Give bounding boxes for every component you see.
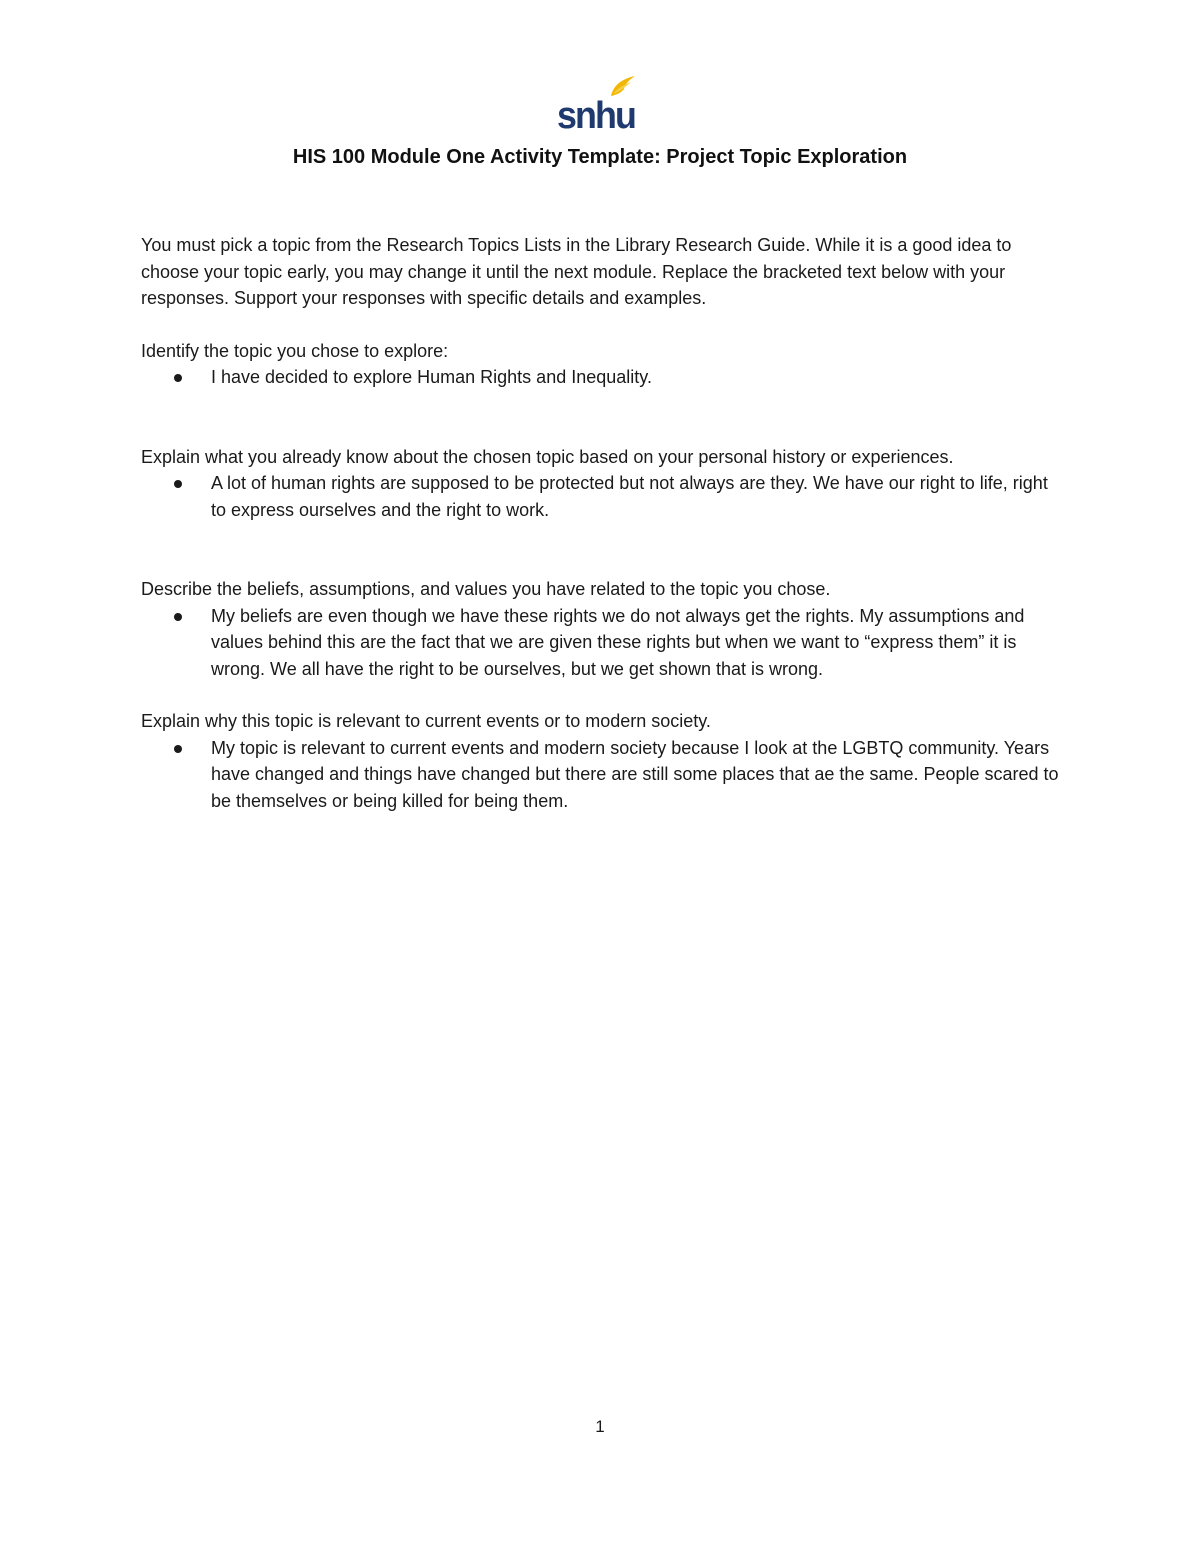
section-prompt: Explain why this topic is relevant to current events or to modern society. (141, 711, 711, 731)
section-prompt: Identify the topic you chose to explore: (141, 340, 449, 361)
response-text: A lot of human rights are supposed to be protected but not always are they. We have our right to life, right to express ourselves and the right to work. (211, 473, 1048, 520)
response-list (141, 735, 1061, 815)
response-list (141, 470, 1061, 523)
logo-wordmark: snhu (557, 95, 635, 134)
bullet-icon (174, 613, 182, 621)
response-list (141, 603, 1061, 683)
page-number: 1 (595, 1417, 605, 1436)
section-knowledge (141, 444, 1061, 524)
response-item (211, 603, 1061, 683)
snhu-logo (555, 70, 639, 134)
response-item (211, 735, 1061, 815)
response-item (211, 364, 1061, 391)
bullet-icon (174, 374, 182, 382)
response-item (211, 470, 1061, 523)
section-relevance (141, 708, 1061, 814)
document-body (141, 232, 1061, 814)
response-text: My topic is relevant to current events and modern society because I look at the LGBTQ community. Years have changed and things have changed but there are still some places that ae the same. People scared to be themselves or being killed for being them. (211, 737, 1059, 811)
response-text: I have decided to explore Human Rights and Inequality. (211, 367, 652, 387)
response-text: My beliefs are even though we have these rights we do not always get the rights. My assumptions and values behind this are the fact that we are given these rights but when we want to “express them” it is wrong. We all have the right to be ourselves, but we get shown that is wrong. (211, 605, 1025, 679)
section-beliefs (141, 576, 1061, 682)
section-prompt: Describe the beliefs, assumptions, and values you have related to the topic you chose. (141, 579, 831, 599)
intro-paragraph: You must pick a topic from the Research Topics Lists in the Library Research Guide. While it is a good idea to choose your topic early, you may change it until the next module. Replace the bracketed text below with your responses. Support your responses with specific details and examples. (141, 235, 1012, 308)
document-title: HIS 100 Module One Activity Template: Project Topic Exploration (292, 146, 908, 168)
bullet-icon (174, 480, 182, 488)
section-prompt: Explain what you already know about the chosen topic based on your personal history or experiences. (141, 446, 954, 467)
response-list (141, 364, 1061, 391)
bullet-icon (174, 745, 182, 753)
section-topic (141, 338, 1061, 391)
